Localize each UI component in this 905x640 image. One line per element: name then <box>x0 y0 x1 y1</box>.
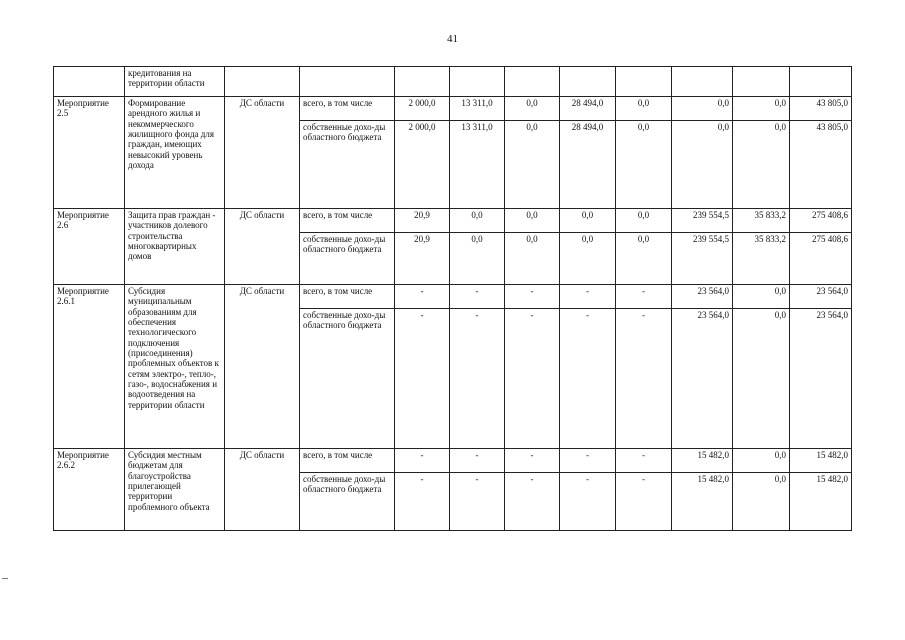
amount-value: - <box>395 285 450 309</box>
amount-value: 23 564,0 <box>672 309 733 449</box>
amount-value: 0,0 <box>616 233 672 285</box>
table-row <box>54 209 852 233</box>
empty-cell <box>733 67 790 97</box>
amount-value: 0,0 <box>733 121 790 209</box>
amount-value: 0,0 <box>505 233 560 285</box>
amount-value: 0,0 <box>450 209 505 233</box>
amount-value: - <box>616 285 672 309</box>
amount-value: - <box>505 285 560 309</box>
funding-source-label: собственные дохо-ды областного бюджета <box>300 309 395 449</box>
empty-cell <box>672 67 733 97</box>
amount-value: - <box>450 309 505 449</box>
amount-value: 0,0 <box>616 121 672 209</box>
amount-value: - <box>616 309 672 449</box>
amount-value: 13 311,0 <box>450 121 505 209</box>
amount-value: 0,0 <box>505 97 560 121</box>
total-value: 43 805,0 <box>790 97 852 121</box>
amount-value: 239 554,5 <box>672 209 733 233</box>
funding-source-label: всего, в том числе <box>300 449 395 473</box>
amount-value: 0,0 <box>505 121 560 209</box>
amount-value: 20,9 <box>395 209 450 233</box>
amount-value: - <box>505 473 560 531</box>
activity-name: кредитования на территории области <box>125 67 225 97</box>
total-value: 23 564,0 <box>790 309 852 449</box>
amount-value: - <box>505 449 560 473</box>
amount-value: 15 482,0 <box>672 473 733 531</box>
activity-id: Мероприятие 2.6.2 <box>54 449 125 531</box>
empty-cell <box>560 67 616 97</box>
funding-source-label: всего, в том числе <box>300 285 395 309</box>
amount-value: - <box>560 285 616 309</box>
funding-source-label: собственные дохо-ды областного бюджета <box>300 473 395 531</box>
amount-value: - <box>450 285 505 309</box>
activity-id: Мероприятие 2.6.1 <box>54 285 125 449</box>
activity-name: Формирование арендного жилья и некоммерческого жилищного фонда для граждан, имеющих невысокий уровень дохода <box>125 97 225 209</box>
amount-value: - <box>395 473 450 531</box>
amount-value: - <box>616 449 672 473</box>
amount-value: 0,0 <box>733 97 790 121</box>
amount-value: - <box>560 473 616 531</box>
amount-value: 20,9 <box>395 233 450 285</box>
amount-value: 0,0 <box>505 209 560 233</box>
amount-value: - <box>450 449 505 473</box>
total-value: 43 805,0 <box>790 121 852 209</box>
empty-cell <box>395 67 450 97</box>
total-value: 23 564,0 <box>790 285 852 309</box>
amount-value: - <box>560 309 616 449</box>
table-row <box>54 97 852 121</box>
table-row <box>54 285 852 309</box>
amount-value: - <box>395 449 450 473</box>
amount-value: 239 554,5 <box>672 233 733 285</box>
amount-value: - <box>616 473 672 531</box>
amount-value: 0,0 <box>560 209 616 233</box>
funding-source-label: собственные дохо-ды областного бюджета <box>300 233 395 285</box>
amount-value: 28 494,0 <box>560 121 616 209</box>
funding-source-label: всего, в том числе <box>300 209 395 233</box>
amount-value: - <box>450 473 505 531</box>
empty-cell <box>450 67 505 97</box>
executor-cell: ДС области <box>225 209 300 285</box>
activity-id: Мероприятие 2.6 <box>54 209 125 285</box>
amount-value: 0,0 <box>672 121 733 209</box>
amount-value: 0,0 <box>616 209 672 233</box>
amount-value: 35 833,2 <box>733 209 790 233</box>
empty-cell <box>54 67 125 97</box>
table-body <box>54 67 852 531</box>
amount-value: 23 564,0 <box>672 285 733 309</box>
empty-cell <box>616 67 672 97</box>
amount-value: 0,0 <box>672 97 733 121</box>
amount-value: 13 311,0 <box>450 97 505 121</box>
amount-value: 0,0 <box>733 285 790 309</box>
activity-name: Субсидия муниципальным образованиям для обеспечения технологического подключения (присоединения) проблемных объектов к сетям электро-, тепло-, газо-, водоснабжения и водоотведения на территории области <box>125 285 225 449</box>
page-number: 41 <box>447 33 458 45</box>
activity-name: Субсидия местным бюджетам для благоустройства прилегающей территории проблемного объекта <box>125 449 225 531</box>
empty-cell <box>225 67 300 97</box>
executor-cell: ДС области <box>225 285 300 449</box>
empty-cell <box>505 67 560 97</box>
activity-id: Мероприятие 2.5 <box>54 97 125 209</box>
amount-value: 28 494,0 <box>560 97 616 121</box>
amount-value: 2 000,0 <box>395 121 450 209</box>
table-row <box>54 449 852 473</box>
amount-value: 15 482,0 <box>672 449 733 473</box>
total-value: 275 408,6 <box>790 209 852 233</box>
empty-cell <box>790 67 852 97</box>
amount-value: 0,0 <box>560 233 616 285</box>
margin-mark <box>2 578 8 579</box>
amount-value: - <box>395 309 450 449</box>
total-value: 15 482,0 <box>790 473 852 531</box>
amount-value: 0,0 <box>450 233 505 285</box>
funding-source-label: собственные дохо-ды областного бюджета <box>300 121 395 209</box>
amount-value: 0,0 <box>616 97 672 121</box>
amount-value: 0,0 <box>733 449 790 473</box>
table-row <box>54 67 852 97</box>
amount-value: 0,0 <box>733 473 790 531</box>
amount-value: 35 833,2 <box>733 233 790 285</box>
activity-name: Защита прав граждан - участников долевого строительства многоквартирных домов <box>125 209 225 285</box>
budget-table <box>53 66 852 531</box>
funding-source-label: всего, в том числе <box>300 97 395 121</box>
amount-value: - <box>560 449 616 473</box>
executor-cell: ДС области <box>225 449 300 531</box>
total-value: 15 482,0 <box>790 449 852 473</box>
amount-value: 0,0 <box>733 309 790 449</box>
executor-cell: ДС области <box>225 97 300 209</box>
total-value: 275 408,6 <box>790 233 852 285</box>
amount-value: - <box>505 309 560 449</box>
amount-value: 2 000,0 <box>395 97 450 121</box>
empty-cell <box>300 67 395 97</box>
